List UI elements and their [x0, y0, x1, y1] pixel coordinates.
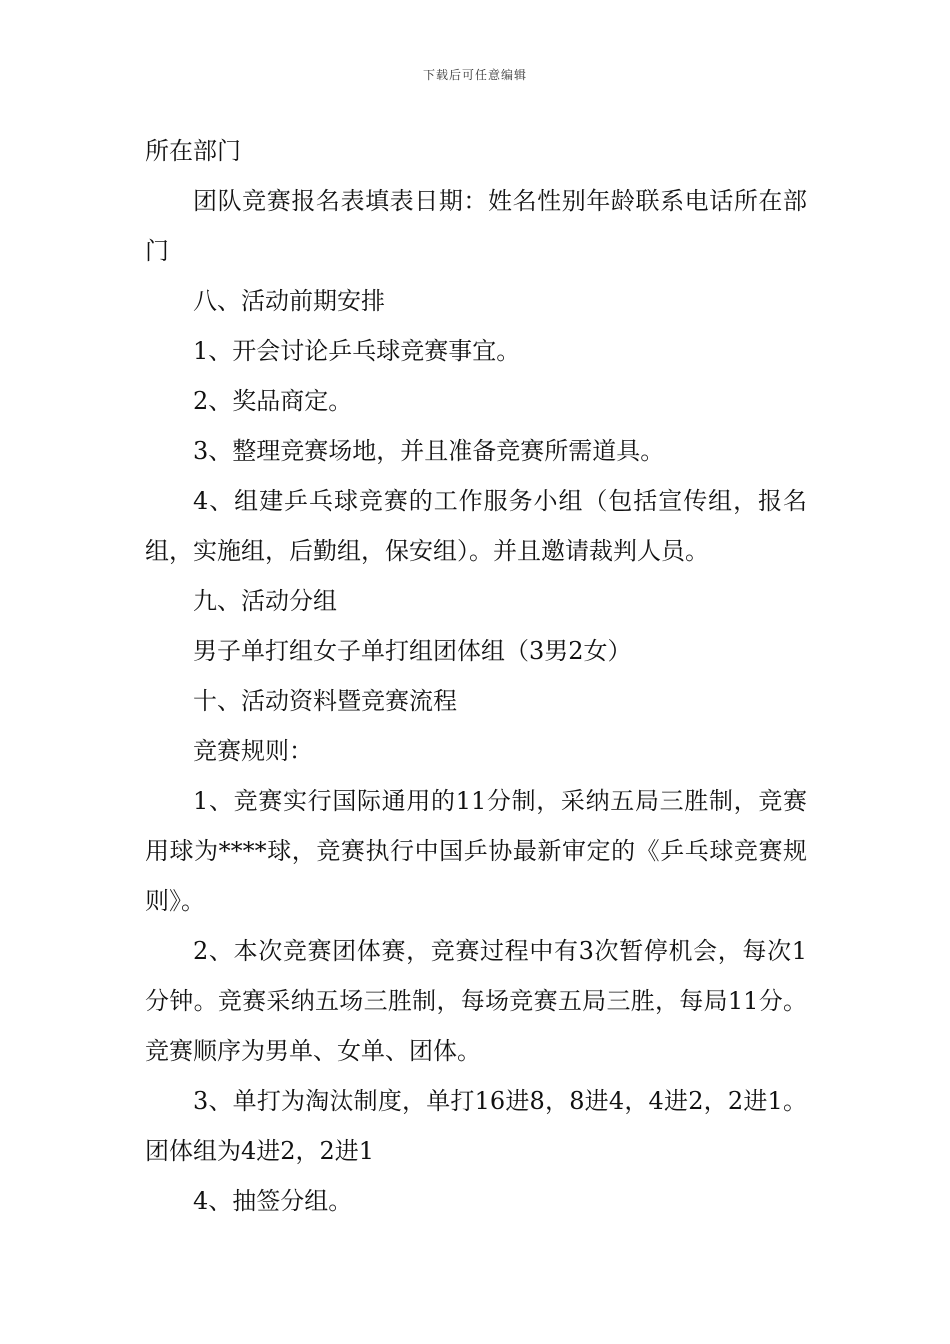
document-body [145, 126, 807, 1226]
header-note: 下载后可任意编辑 [422, 68, 527, 82]
section-heading: 八、活动前期安排 [193, 287, 385, 315]
list-item: 4、组建乒乓球竞赛的工作服务小组（包括宣传组，报名组，实施组，后勤组，保安组）。并且邀请裁判人员。 [145, 487, 807, 565]
subsection-label: 竞赛规则： [193, 737, 313, 765]
list-item: 2、本次竞赛团体赛，竞赛过程中有3次暂停机会，每次1分钟。竞赛采纳五场三胜制，每场竞赛五局三胜，每局11分。竞赛顺序为男单、女单、团体。 [145, 937, 807, 1065]
list-item: 3、整理竞赛场地，并且准备竞赛所需道具。 [193, 437, 665, 465]
section-heading: 十、活动资料暨竞赛流程 [193, 687, 457, 715]
paragraph: 男子单打组女子单打组团体组（3男2女） [193, 637, 632, 665]
list-item: 3、单打为淘汰制度，单打16进8，8进4，4进2，2进1。团体组为4进2，2进1 [145, 1087, 807, 1165]
list-item: 4、抽签分组。 [193, 1187, 353, 1215]
list-item: 1、开会讨论乒乓球竞赛事宜。 [193, 337, 521, 365]
paragraph: 团队竞赛报名表填表日期：姓名性别年龄联系电话所在部门 [145, 187, 807, 265]
section-heading: 九、活动分组 [193, 587, 337, 615]
list-item: 1、竞赛实行国际通用的11分制，采纳五局三胜制，竞赛用球为****球，竞赛执行中国乒协最新审定的《乒乓球竞赛规则》。 [145, 787, 807, 915]
list-item: 2、奖品商定。 [193, 387, 353, 415]
paragraph: 所在部门 [145, 137, 241, 165]
